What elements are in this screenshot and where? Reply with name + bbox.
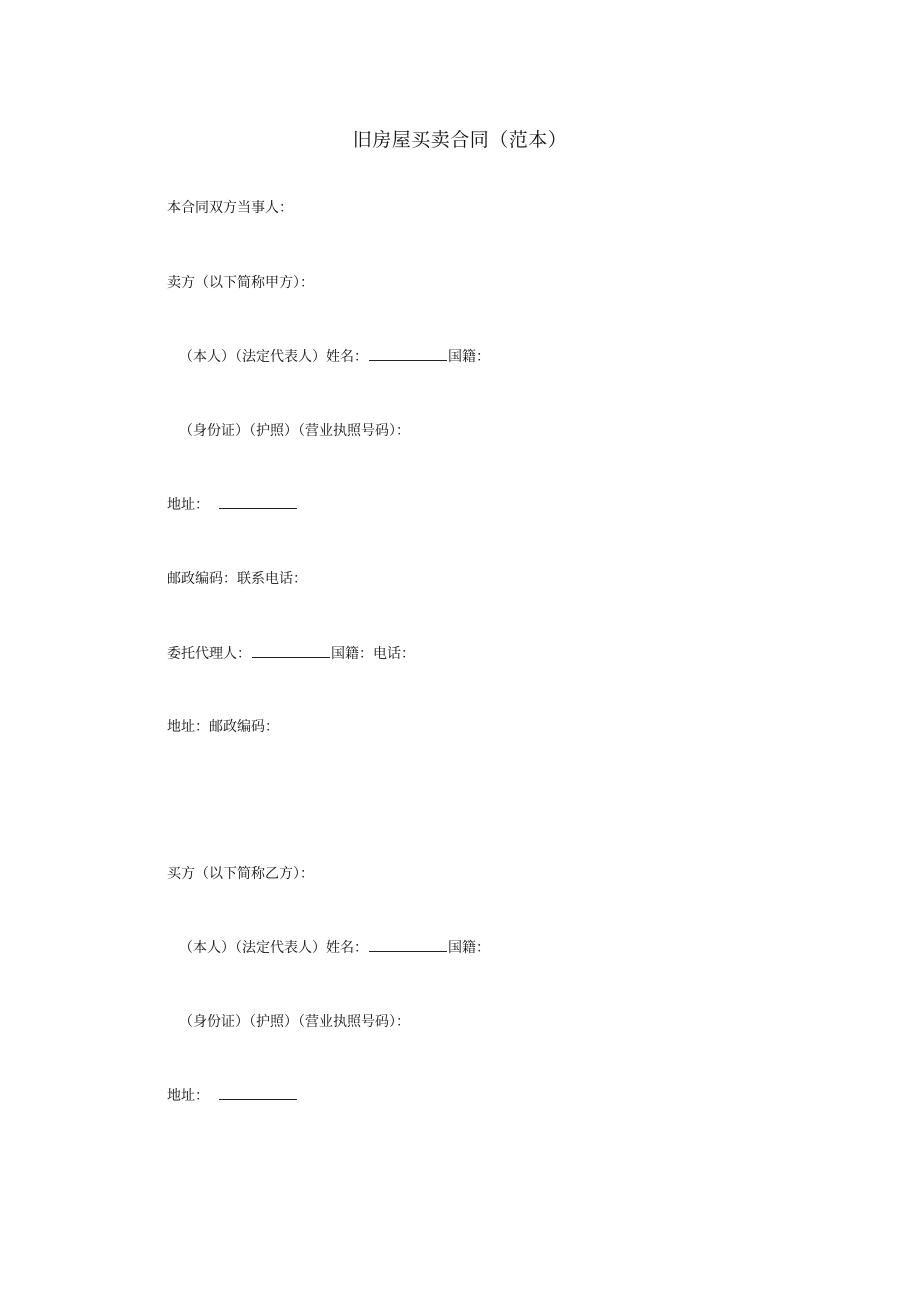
seller-heading: 卖方（以下简称甲方）： xyxy=(167,275,314,291)
seller-address-line xyxy=(167,495,298,515)
seller-agent-label: 委托代理人： xyxy=(167,646,251,662)
seller-postal-phone-line: 邮政编码：联系电话： xyxy=(167,571,307,587)
intro-text: 本合同双方当事人： xyxy=(167,200,293,216)
seller-agent-line xyxy=(167,644,415,664)
buyer-heading: 买方（以下简称乙方）： xyxy=(167,866,314,882)
buyer-nationality-label: 国籍： xyxy=(448,940,490,956)
seller-agent-suffix: 国籍：电话： xyxy=(331,646,415,662)
buyer-address-label: 地址： xyxy=(167,1088,209,1104)
buyer-name-label: （本人）（法定代表人）姓名： xyxy=(179,940,368,956)
seller-address-label: 地址： xyxy=(167,497,209,513)
seller-name-line xyxy=(179,347,490,367)
buyer-name-blank xyxy=(369,939,447,952)
seller-name-label: （本人）（法定代表人）姓名： xyxy=(179,349,368,365)
document-title: 旧房屋买卖合同（范本） xyxy=(352,129,568,151)
seller-nationality-label: 国籍： xyxy=(448,349,490,365)
buyer-address-line xyxy=(167,1086,298,1106)
seller-id-line: （身份证）（护照）（营业执照号码）： xyxy=(179,423,410,439)
seller-address-blank xyxy=(219,496,297,509)
buyer-id-line: （身份证）（护照）（营业执照号码）： xyxy=(179,1014,410,1030)
seller-agent-blank xyxy=(252,645,330,658)
buyer-address-blank xyxy=(219,1087,297,1100)
buyer-name-line xyxy=(179,938,490,958)
seller-address-postal-line: 地址：邮政编码： xyxy=(167,719,279,735)
seller-name-blank xyxy=(369,348,447,361)
